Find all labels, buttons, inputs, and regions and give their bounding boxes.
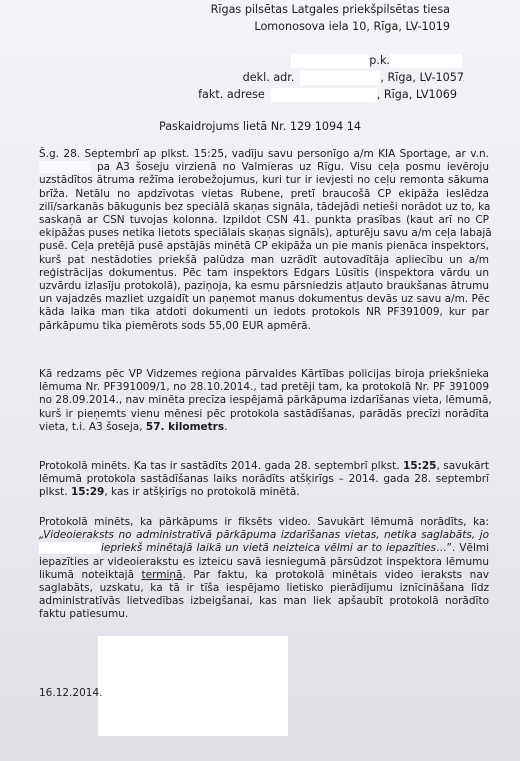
redacted-declared-address bbox=[300, 71, 380, 85]
redacted-name bbox=[291, 54, 369, 68]
personal-code-line bbox=[291, 54, 462, 68]
document-date: 16.12.2014. bbox=[39, 687, 103, 699]
paragraph-incident: Š.g. 28. Septembrī ap plkst. 15:25, vadīju savu personīgo a/m KIA Sportage, ar v.n. pa A3 šoseju virzienā no Valmieras uz Rīgu. Visu ceļa posmu ievēroju uzstādītos ātruma režīma ierobežojumus, kuri tur ir ievjesti no ceļu remonta sākuma brīža. Netālu no apdzīvotas vietas Rubene, pretī braucošā CP ekipāža ieslēdza zilī/sarkanās bākugunis bez speciālā skaņas signāla, tādejādi netieši norādot uz to, ka saskaņā ar CSN tuvojas kolonna. Izpildot CSN 41. punkta prasības (kaut arī no CP ekipāžas puses netika lietots speciālais skaņas signāls), apturēju savu a/m ceļa labajā pusē. Ceļa pretējā pusē apstājās minētā CP ekipāža un pie manis pienāca inspektors, kurš pat nestādoties priekšā palūdza man uzrādīt autovadītāja apliecību un a/m reģistrācijas dokumentus. Pēc tam inspektors Edgars Lūsītis (inspektora vārdu un uzvārdu izlasīju protokolā), paziņoja, ka esmu pārsniedzis atļauto braukšanas ātrumu un vajadzēs mazliet uzgaidīt un paņemot manus dokumentus devās uz savu a/m. Pēc kāda laika man tika atdoti dokumenti un iedots protokols NR PF391009, kur par pārkāpumu tika piemērots sods 55,00 EUR apmērā. bbox=[39, 148, 492, 332]
document-title: Paskaidrojums lietā Nr. 129 1094 14 bbox=[158, 120, 362, 133]
paragraph-decision: Kā redzams pēc VP Vidzemes reģiona pārvaldes Kārtības policijas biroja priekšnieka lēmuma Nr. PF391009/1, no 28.10.2014., tad pretēji tam, ka protokolā Nr. PF 391009 no 28.09.2014., nav minēta precīza iespējamā pārkāpuma izdarīšanas vieta, lēmumā, kurš ir pieņemts vienu mēnesi pēc protokola sastādīšanas, parādās precīzi norādīta vieta, t.i. A3 šoseja, 57. kilometrs. bbox=[39, 368, 492, 433]
redacted-name-quote bbox=[39, 542, 101, 554]
declared-address-city: , Rīga, LV-1057 bbox=[380, 71, 464, 84]
personal-code-label: p.k. bbox=[369, 54, 390, 67]
paragraph-video-evidence: Protokolā minēts, ka pārkāpums ir fiksēts video. Savukārt lēmumā norādīts, ka: „Videoieraksts no administratīvā pārkāpuma izdarīšanas vietas, netika saglabāts, jo iepriekš minētajā laikā un vietā neizteica vēlmi ar to iepazīties…”. Vēlmi iepazīties ar videoierakstu es izteicu savā iesniegumā pārsūdzot inspektora lēmumu likumā noteiktajā termiņā. Par faktu, ka protokolā minētais video ieraksts nav saglabāts, uzskatu, ka tā ir tīša iespējamo lietisko pierādījumu iznīcināšana līdz administratīvās lietvedības izbeigšanai, kas man liek apšaubīt protokolā norādīto faktu patiesumu. bbox=[39, 516, 490, 621]
court-address: Lomonosova iela 10, Rīga, LV-1019 bbox=[254, 20, 450, 33]
redacted-vehicle-number bbox=[39, 161, 91, 173]
declared-address-label: dekl. adr. bbox=[242, 71, 295, 84]
redacted-signature bbox=[98, 636, 288, 736]
actual-address-city: , Rīga, LV1069 bbox=[376, 88, 457, 101]
redacted-personal-code bbox=[390, 54, 462, 68]
actual-address-line bbox=[198, 88, 457, 102]
redacted-actual-address bbox=[271, 88, 377, 102]
paragraph-time-discrepancy: Protokolā minēts. Ka tas ir sastādīts 2014. gada 28. septembrī plkst. 15:25, savukārt lēmumā protokola sastādīšanas laiks norādīts atšķirīgs – 2014. gada 28. septembrī plkst. 15:29, kas ir atšķirīgs no protokolā minētā. bbox=[39, 460, 489, 499]
declared-address-line bbox=[243, 71, 464, 85]
actual-address-label: fakt. adrese bbox=[198, 88, 265, 101]
court-name: Rīgas pilsētas Latgales priekšpilsētas tiesa bbox=[210, 3, 450, 16]
